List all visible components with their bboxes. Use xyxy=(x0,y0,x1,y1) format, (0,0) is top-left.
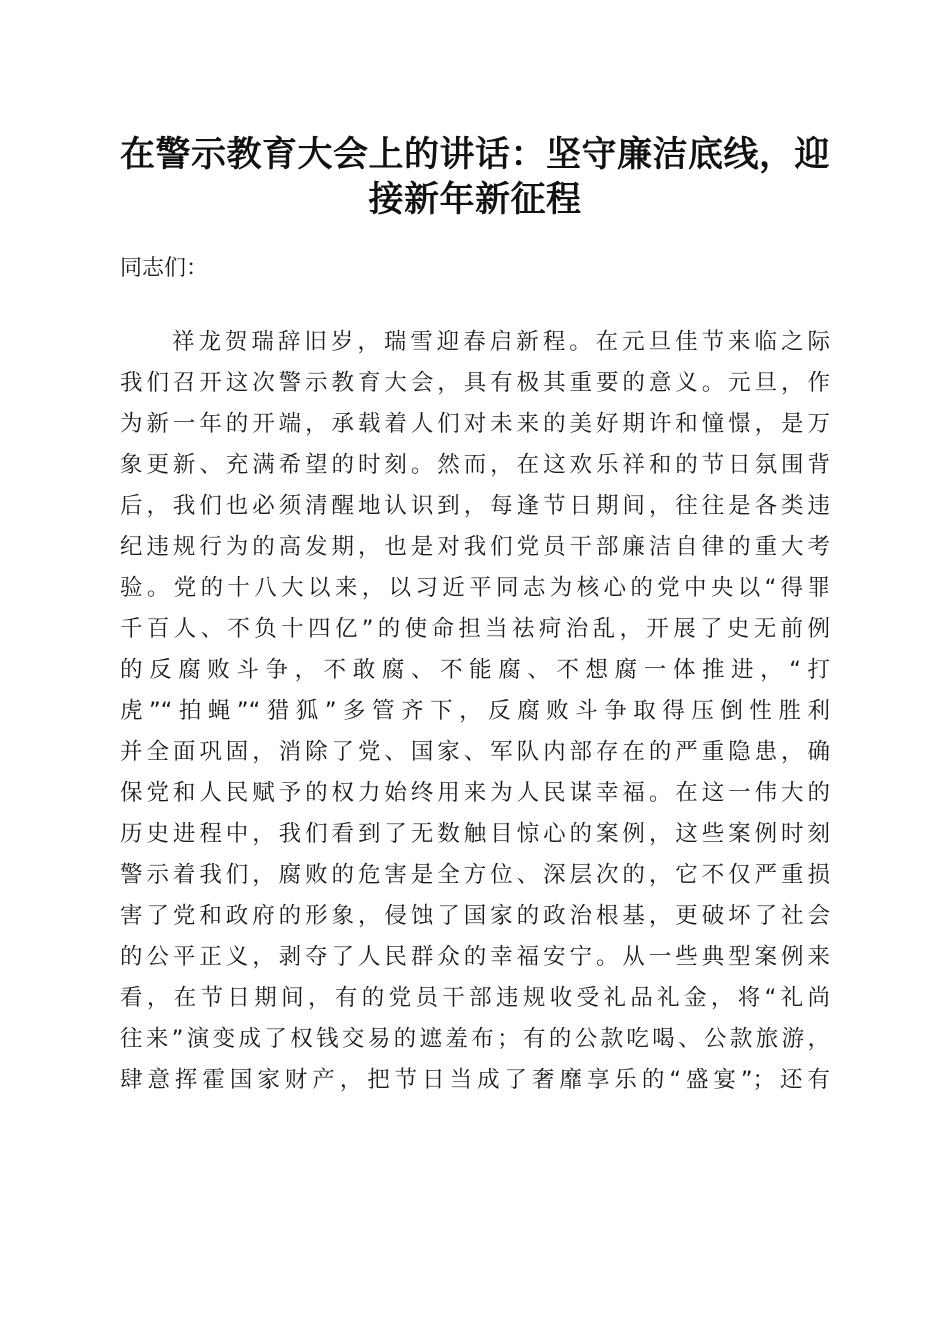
paragraph-line: 象更新、充满希望的时刻。然而，在这欢乐祥和的节日氛围背 xyxy=(120,452,830,478)
paragraph-line: 历史进程中，我们看到了无数触目惊心的案例，这些案例时刻 xyxy=(120,821,830,847)
paragraph-line: 纪违规行为的高发期，也是对我们党员干部廉洁自律的重大考 xyxy=(120,534,830,560)
paragraph-line: 看，在节日期间，有的党员干部违规收受礼品礼金，将“礼尚 xyxy=(120,985,830,1011)
body-paragraph xyxy=(120,322,830,1101)
paragraph-line: 往来”演变成了权钱交易的遮羞布；有的公款吃喝、公款旅游， xyxy=(120,1026,830,1052)
paragraph-line: 我们召开这次警示教育大会，具有极其重要的意义。元旦，作 xyxy=(120,370,830,396)
paragraph-line: 的反腐败斗争，不敢腐、不能腐、不想腐一体推进，“打 xyxy=(120,657,830,683)
paragraph-line: 千百人、不负十四亿”的使命担当祛疴治乱，开展了史无前例 xyxy=(120,616,830,642)
title-line-1: 在警示教育大会上的讲话：坚守廉洁底线，迎 xyxy=(119,134,830,175)
paragraph-line: 的公平正义，剥夺了人民群众的幸福安宁。从一些典型案例来 xyxy=(120,944,830,970)
paragraph-line: 肆意挥霍国家财产，把节日当成了奢靡享乐的“盛宴”；还有 xyxy=(120,1067,830,1093)
paragraph-line: 验。党的十八大以来，以习近平同志为核心的党中央以“得罪 xyxy=(120,575,830,601)
document-title xyxy=(100,132,850,222)
paragraph-line: 害了党和政府的形象，侵蚀了国家的政治根基，更破坏了社会 xyxy=(120,903,830,929)
paragraph-line: 保党和人民赋予的权力始终用来为人民谋幸福。在这一伟大的 xyxy=(120,780,830,806)
paragraph-line: 并全面巩固，消除了党、国家、军队内部存在的严重隐患，确 xyxy=(120,739,830,765)
title-line-2: 接新年新征程 xyxy=(368,179,582,220)
paragraph-line: 祥龙贺瑞辞旧岁，瑞雪迎春启新程。在元旦佳节来临之际 xyxy=(172,329,830,355)
paragraph-line: 后，我们也必须清醒地认识到，每逢节日期间，往往是各类违 xyxy=(120,493,830,519)
salutation: 同志们： xyxy=(120,256,209,281)
paragraph-line: 虎”“拍蝇”“猎狐”多管齐下，反腐败斗争取得压倒性胜利 xyxy=(120,698,830,724)
paragraph-line: 警示着我们，腐败的危害是全方位、深层次的，它不仅严重损 xyxy=(120,862,830,888)
paragraph-line: 为新一年的开端，承载着人们对未来的美好期许和憧憬，是万 xyxy=(120,411,830,437)
